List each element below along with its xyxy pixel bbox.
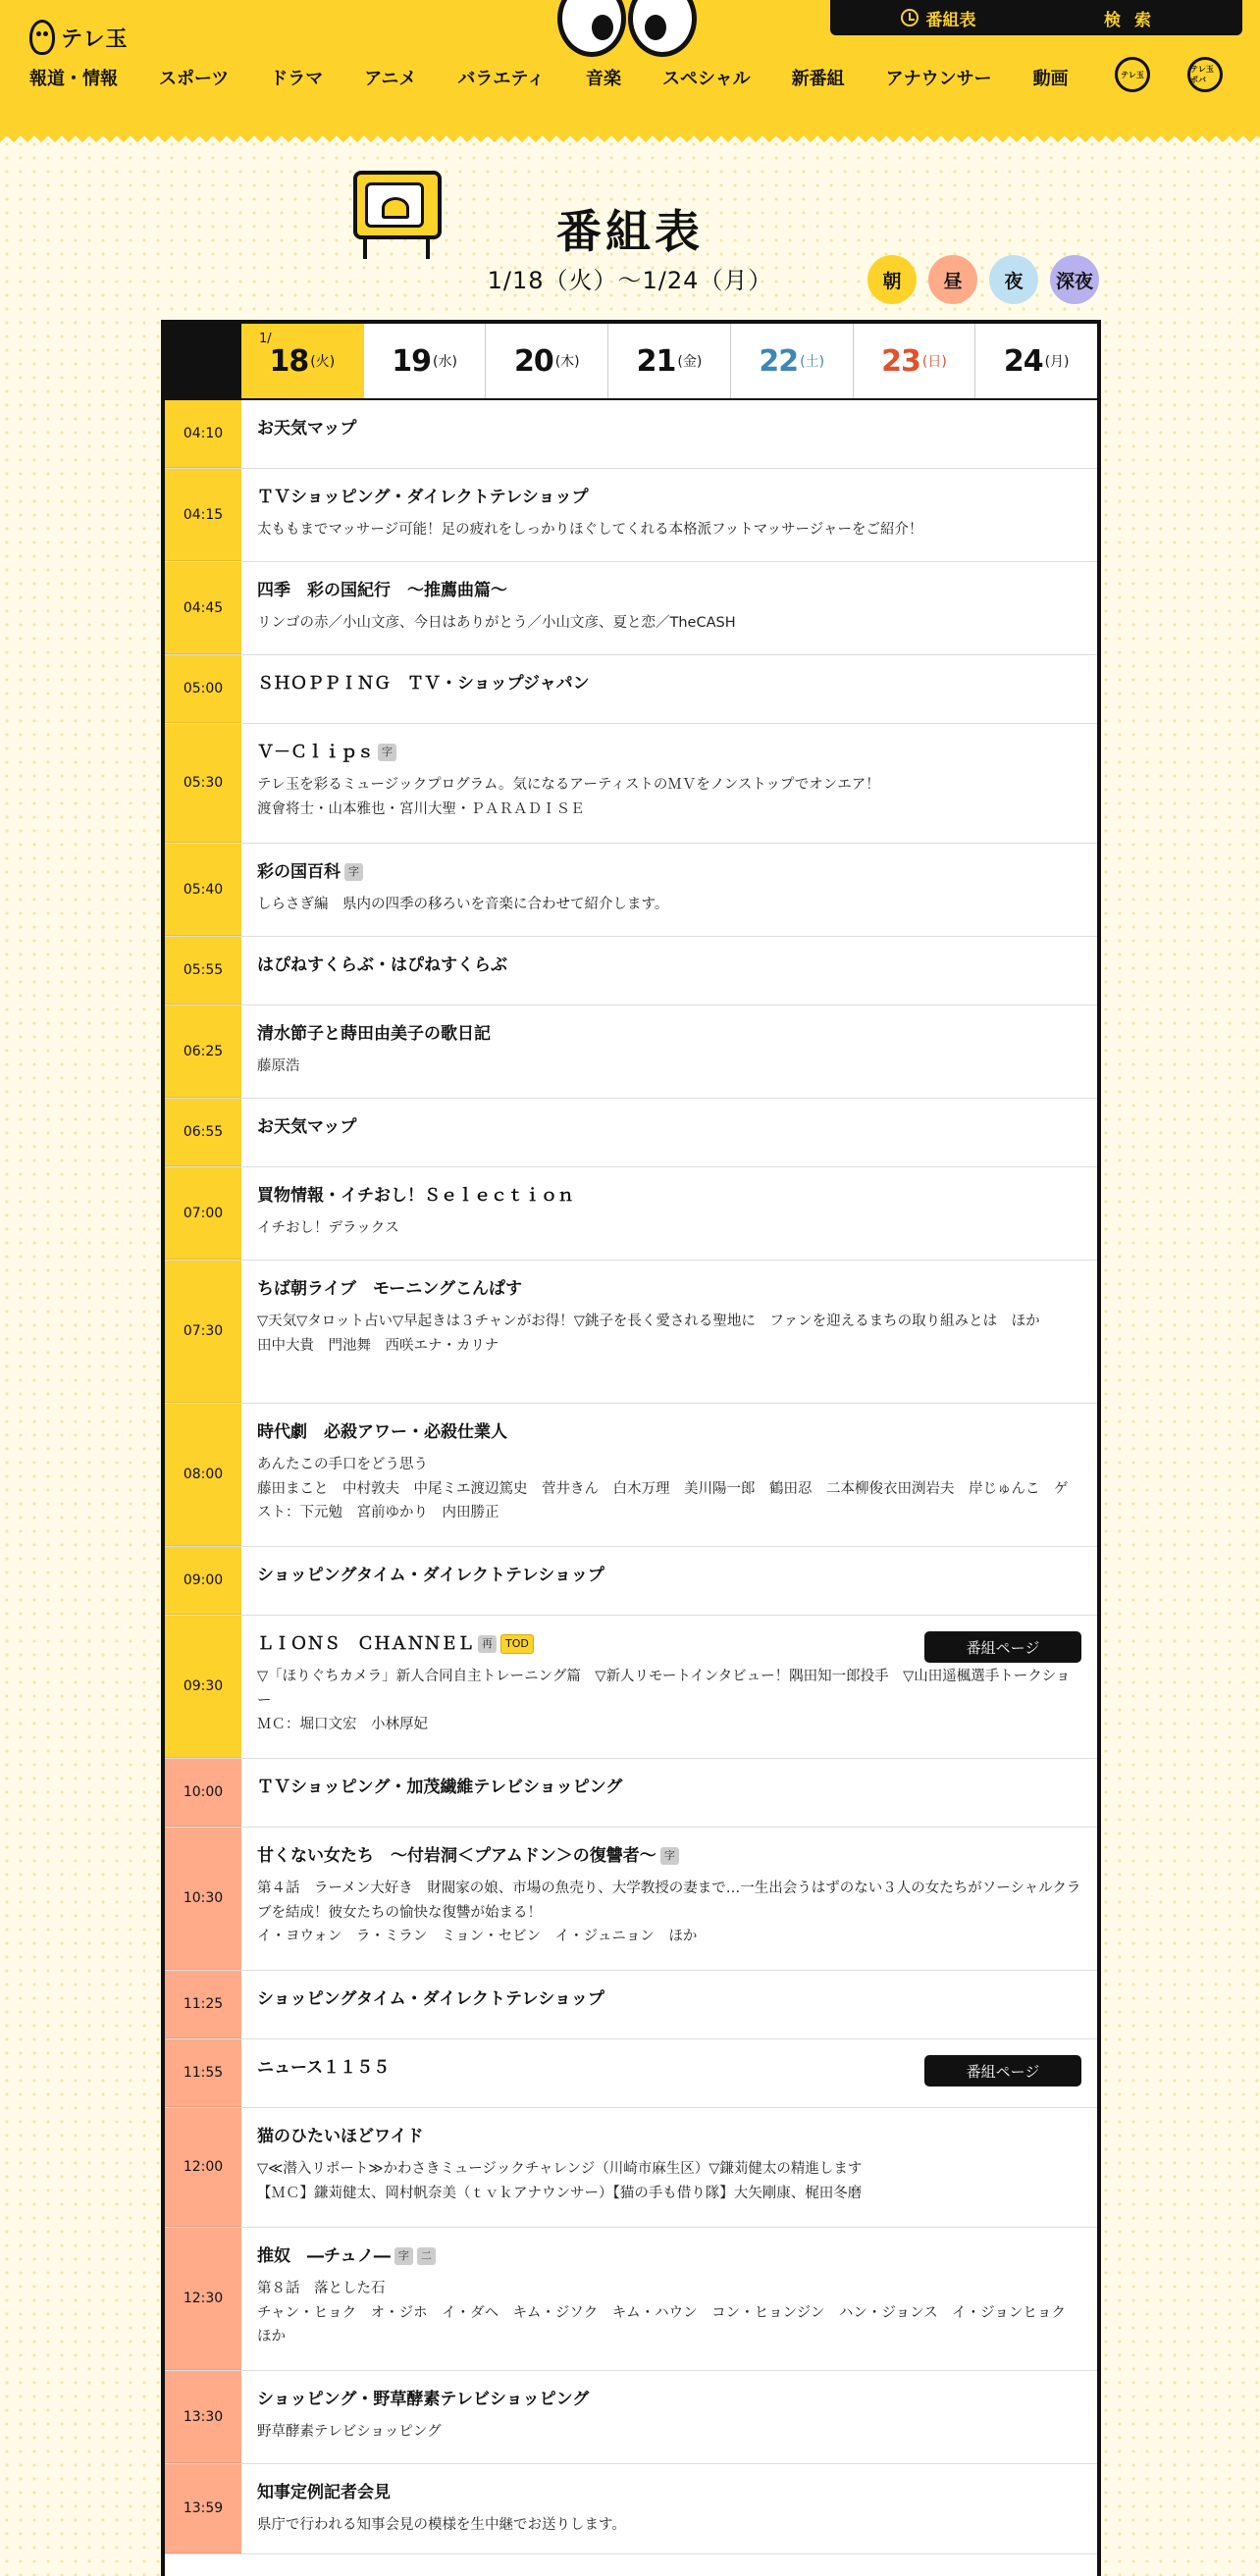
program-body: [241, 1828, 1097, 1970]
program-row[interactable]: [165, 655, 1097, 724]
program-time: 09:30: [165, 1616, 241, 1758]
program-title[interactable]: [257, 1845, 1081, 1867]
program-badge: TOD: [500, 1634, 534, 1653]
program-title-text: 甘くない女たち ～付岩洞＜プアムドン＞の復讐者～: [257, 1846, 656, 1866]
program-title[interactable]: [257, 487, 1081, 508]
program-row[interactable]: [165, 2228, 1097, 2371]
program-title[interactable]: [257, 1023, 1081, 1045]
day-number: 19: [392, 343, 431, 379]
schedule-table: [161, 320, 1101, 2576]
program-title[interactable]: [257, 2482, 1081, 2503]
program-cast: 田中大貴 門池舞 西咲エナ・カリナ: [257, 1337, 499, 1354]
day-number: 23: [881, 343, 920, 379]
program-body: [241, 1404, 1097, 1546]
program-row[interactable]: [165, 2464, 1097, 2554]
day-tab-21[interactable]: [608, 324, 731, 398]
program-time: 09:00: [165, 1547, 241, 1615]
program-body: [241, 937, 1097, 1005]
page-title: 番組表: [556, 205, 704, 258]
program-body: [241, 1759, 1097, 1827]
program-badge: 再: [478, 1635, 497, 1652]
program-title[interactable]: [257, 2245, 1081, 2267]
program-time: 04:10: [165, 400, 241, 468]
program-list: [165, 400, 1097, 2554]
program-title-text: 四季 彩の国紀行 ～推薦曲篇～: [257, 581, 507, 600]
time-of-day-selector: [867, 255, 1099, 304]
program-title-text: お天気マップ: [257, 1117, 357, 1137]
program-guide-label: 番組表: [925, 10, 976, 30]
search-link[interactable]: 検 索: [1104, 10, 1155, 30]
program-description: 藤原浩: [257, 1058, 300, 1075]
main-nav: [29, 65, 1110, 90]
program-title[interactable]: [257, 2126, 1081, 2147]
program-cast: イ・ヨウォン ラ・ミラン ミョン・セビン イ・ジュニョン ほか: [257, 1929, 698, 1945]
program-time: 06:55: [165, 1099, 241, 1166]
nav-anime[interactable]: アニメ: [364, 69, 417, 89]
program-title[interactable]: [257, 673, 1081, 695]
header-zigzag-edge: [0, 133, 1260, 147]
program-body: [241, 562, 1097, 654]
day-tabs: [165, 324, 1097, 400]
program-body: [241, 1167, 1097, 1260]
program-time: 13:59: [165, 2464, 241, 2553]
nav-announcers[interactable]: アナウンサー: [885, 69, 992, 89]
program-title-text: ＬＩＯＮＳ ＣＨＡＮＮＥＬ: [257, 1634, 474, 1654]
program-title-text: ショッピングタイム・ダイレクトテレショップ: [257, 1989, 604, 2009]
day-weekday: (月): [1044, 354, 1070, 370]
teletama-pova-icon[interactable]: [1187, 57, 1223, 92]
program-body: [241, 400, 1097, 468]
program-title-text: ＴＶショッピング・ダイレクトテレショップ: [257, 488, 589, 507]
program-row[interactable]: [165, 1261, 1097, 1404]
program-body: [241, 1547, 1097, 1615]
program-description: 野草酵素テレビショッピング: [257, 2424, 442, 2441]
program-row[interactable]: [165, 937, 1097, 1005]
program-row[interactable]: [165, 2039, 1097, 2108]
week-range: 1/18（火）〜1/24（月）: [487, 267, 773, 294]
program-row[interactable]: [165, 1005, 1097, 1099]
program-row[interactable]: [165, 724, 1097, 844]
program-time: 10:00: [165, 1759, 241, 1827]
mascot-icon: [29, 20, 55, 55]
program-body: [241, 655, 1097, 723]
program-body: [241, 2464, 1097, 2553]
program-time: 11:55: [165, 2039, 241, 2107]
program-cast: ＭＣ：堀口文宏 小林厚妃: [257, 1717, 428, 1733]
program-title-text: ショッピング・野草酵素テレビショッピング: [257, 2390, 590, 2409]
program-title[interactable]: [257, 1777, 1081, 1798]
program-time: 04:15: [165, 469, 241, 561]
day-number: 20: [513, 343, 553, 379]
program-title-text: お天気マップ: [257, 419, 357, 438]
program-badge: 字: [378, 744, 396, 760]
program-time: 13:30: [165, 2371, 241, 2463]
program-body: [241, 2228, 1097, 2370]
day-number: 21: [636, 343, 676, 379]
program-page-button[interactable]: 番組ページ: [924, 1631, 1081, 1663]
program-row[interactable]: [165, 1971, 1097, 2039]
program-time: 08:00: [165, 1404, 241, 1546]
program-title[interactable]: [257, 1565, 1081, 1586]
left-eye-icon: [557, 0, 626, 57]
program-title-text: 猫のひたいほどワイド: [257, 2127, 424, 2146]
nav-new-programs[interactable]: 新番組: [791, 69, 845, 89]
program-title-text: ショッピングタイム・ダイレクトテレショップ: [257, 1566, 604, 1585]
program-title[interactable]: [257, 580, 1081, 601]
program-title-text: 清水節子と蒔田由美子の歌日記: [257, 1024, 491, 1044]
nav-videos[interactable]: 動画: [1032, 69, 1069, 89]
day-weekday: (水): [432, 354, 457, 370]
program-time: 05:00: [165, 655, 241, 723]
nav-drama[interactable]: ドラマ: [270, 69, 324, 89]
day-number: 22: [759, 343, 799, 379]
program-title[interactable]: [257, 861, 1081, 883]
day-weekday: (木): [554, 354, 580, 370]
nav-sports[interactable]: スポーツ: [159, 69, 230, 89]
teletama-app-icon[interactable]: [1115, 57, 1150, 92]
program-description: ▽天気▽タロット占い▽早起きは３チャンがお得！▽銚子を長く愛される聖地に ファンを迎えるまちの取り組みとは ほか: [257, 1314, 1040, 1330]
program-row[interactable]: [165, 2371, 1097, 2464]
program-row[interactable]: [165, 1404, 1097, 1547]
day-tab-20[interactable]: [486, 324, 608, 398]
program-title-text: ちば朝ライブ モーニングこんぱす: [257, 1279, 522, 1299]
day-tab-23[interactable]: [854, 324, 976, 398]
day-tab-18[interactable]: [241, 324, 364, 398]
program-row[interactable]: [165, 1099, 1097, 1167]
program-body: [241, 469, 1097, 561]
program-time: 07:30: [165, 1261, 241, 1403]
program-time: 04:45: [165, 562, 241, 654]
program-description: しらさぎ編 県内の四季の移ろいを音楽に合わせて紹介します。: [257, 897, 669, 913]
program-cast: 藤田まこと 中村敦夫 中尾ミエ渡辺篤史 菅井きん 白木万理 美川陽一郎 鶴田忍 二本柳俊衣田渕岩夫 岸じゅんこ ゲスト：下元勉 宮前ゆかり 内田勝正: [257, 1480, 1069, 1521]
day-weekday: (火): [310, 354, 336, 370]
program-title[interactable]: [257, 742, 1081, 763]
program-time: 05:55: [165, 937, 241, 1005]
program-description: 第４話 ラーメン大好き 財閥家の娘、市場の魚売り、大学教授の妻まで…一生出会うはずのない３人の女たちがソーシャルクラブを結成！彼女たちの愉快な復讐が始まる！: [257, 1880, 1081, 1921]
program-body: [241, 2108, 1097, 2227]
program-title-text: ＴＶショッピング・加茂繊維テレビショッピング: [257, 1777, 623, 1797]
program-time: 05:40: [165, 844, 241, 936]
program-time: 06:25: [165, 1005, 241, 1098]
program-body: [241, 724, 1097, 843]
program-title-text: 彩の国百科: [257, 862, 341, 882]
program-row[interactable]: [165, 1547, 1097, 1616]
program-title[interactable]: [257, 954, 1081, 976]
program-page-button[interactable]: 番組ページ: [924, 2055, 1081, 2087]
program-body: [241, 1099, 1097, 1166]
program-time: 11:25: [165, 1971, 241, 2038]
program-body: [241, 2039, 1097, 2107]
program-time: 05:30: [165, 724, 241, 843]
site-header: [0, 0, 1260, 135]
program-badge: 二: [417, 2247, 436, 2264]
program-description: あんたこの手口をどう思う: [257, 1457, 428, 1473]
site-logo[interactable]: [29, 16, 129, 59]
program-body: [241, 1971, 1097, 2038]
program-body: [241, 844, 1097, 936]
teletama-pova-label: テレ玉ポバ: [1190, 65, 1214, 84]
program-title[interactable]: [257, 1421, 1081, 1443]
tod-latenight-button[interactable]: 深夜: [1050, 255, 1099, 304]
day-number: 24: [1003, 343, 1043, 379]
program-body: [241, 1261, 1097, 1403]
nav-news[interactable]: 報道・情報: [29, 69, 118, 89]
mascot-eyes: [557, 0, 705, 59]
program-title[interactable]: [257, 2389, 1081, 2410]
day-weekday: (日): [921, 354, 947, 370]
program-row[interactable]: [165, 1759, 1097, 1828]
program-cast: 渡會将士・山本雅也・宮川大聖・ＰＡＲＡＤＩＳＥ: [257, 800, 585, 817]
logo-text: テレ玉: [61, 26, 129, 52]
program-title-text: 知事定例記者会見: [257, 2483, 391, 2502]
program-body: [241, 1005, 1097, 1098]
program-body: [241, 2371, 1097, 2463]
program-title-text: ＳＨＯＰＰＩＮＧ ＴＶ・ショップジャパン: [257, 674, 590, 694]
day-weekday: (土): [800, 354, 825, 370]
program-description: 第８話 落とした石: [257, 2281, 386, 2297]
program-description: 県庁で行われる知事会見の模様を生中継でお送りします。: [257, 2517, 626, 2534]
program-cast: 【ＭＣ】鎌苅健太、岡村帆奈美（ｔｖｋアナウンサー）【猫の手も借り隊】大矢剛康、梶田冬磨: [257, 2185, 863, 2201]
nav-special[interactable]: スペシャル: [661, 69, 751, 89]
program-time: 10:30: [165, 1828, 241, 1970]
program-title[interactable]: [257, 418, 1081, 439]
day-header-corner: [165, 324, 241, 398]
right-eye-icon: [628, 0, 697, 57]
program-description: 太ももまでマッサージ可能！足の疲れをしっかりほぐしてくれる本格派フットマッサージャーをご紹介！: [257, 522, 923, 539]
program-time: 12:30: [165, 2228, 241, 2370]
program-description: イチおし！デラックス: [257, 1220, 399, 1237]
program-time: 12:00: [165, 2108, 241, 2227]
top-utility-bar: [830, 0, 1242, 35]
nav-variety[interactable]: バラエティ: [457, 69, 545, 89]
program-title-text: 時代劇 必殺アワー・必殺仕業人: [257, 1422, 507, 1442]
program-row[interactable]: [165, 562, 1097, 655]
program-body: [241, 1616, 1097, 1758]
program-cast: チャン・ヒョク オ・ジホ イ・ダヘ キム・ジソク キム・ハウン コン・ヒョンジン ハン・ジョンス イ・ジョンヒョク ほか: [257, 2304, 1080, 2345]
program-row[interactable]: [165, 1828, 1097, 1971]
day-tab-24[interactable]: [975, 324, 1097, 398]
tod-daytime-button[interactable]: 昼: [928, 255, 977, 304]
program-title[interactable]: [257, 1278, 1081, 1300]
program-row[interactable]: [165, 1616, 1097, 1759]
tod-morning-button[interactable]: 朝: [867, 255, 917, 304]
program-time: 07:00: [165, 1167, 241, 1260]
program-title[interactable]: [257, 1116, 1081, 1138]
program-title-text: 買物情報・イチおし！Ｓｅｌｅｃｔｉｏｎ: [257, 1186, 574, 1206]
day-number: 18: [269, 343, 309, 379]
program-badge: 字: [394, 2247, 413, 2264]
tod-night-button[interactable]: 夜: [989, 255, 1038, 304]
clock-icon: [901, 9, 919, 26]
program-description: リンゴの赤／小山文彦、今日はありがとう／小山文彦、夏と恋／TheCASH: [257, 615, 736, 632]
program-row[interactable]: [165, 2108, 1097, 2228]
program-description: テレ玉を彩るミュージックプログラム。気になるアーティストのＭＶをノンストップでオンエア！: [257, 777, 880, 794]
program-badge: 字: [660, 1847, 679, 1864]
program-title-text: 推奴 ―チュノ―: [257, 2246, 391, 2266]
day-weekday: (金): [677, 354, 703, 370]
program-description: ▽≪潜入リポート≫かわさきミュージックチャレンジ（川崎市麻生区）▽鎌苅健太の精進します: [257, 2161, 863, 2178]
program-description: ▽「ほりぐちカメラ」新人合同自主トレーニング篇 ▽新人リモートインタビュー！隅田知一郎投手 ▽山田遥楓選手トークショー: [257, 1669, 1071, 1709]
teletama-app-label: テレ玉: [1121, 70, 1144, 79]
program-row[interactable]: [165, 1167, 1097, 1261]
program-badge: 字: [344, 863, 363, 880]
program-row[interactable]: [165, 400, 1097, 469]
program-title-text: Ｖ－Ｃｌｉｐｓ: [257, 743, 374, 762]
program-title[interactable]: [257, 1185, 1081, 1207]
nav-music[interactable]: 音楽: [585, 69, 621, 89]
program-row[interactable]: [165, 469, 1097, 562]
program-guide-link[interactable]: [830, 6, 1017, 30]
program-title-text: はぴねすくらぶ・はぴねすくらぶ: [257, 955, 507, 975]
day-month: 1/: [259, 332, 272, 346]
day-tab-22[interactable]: [731, 324, 854, 398]
program-title-text: ニュース１１５５: [257, 2058, 391, 2078]
program-row[interactable]: [165, 844, 1097, 937]
program-title[interactable]: [257, 1988, 1081, 2010]
day-tab-19[interactable]: [364, 324, 487, 398]
